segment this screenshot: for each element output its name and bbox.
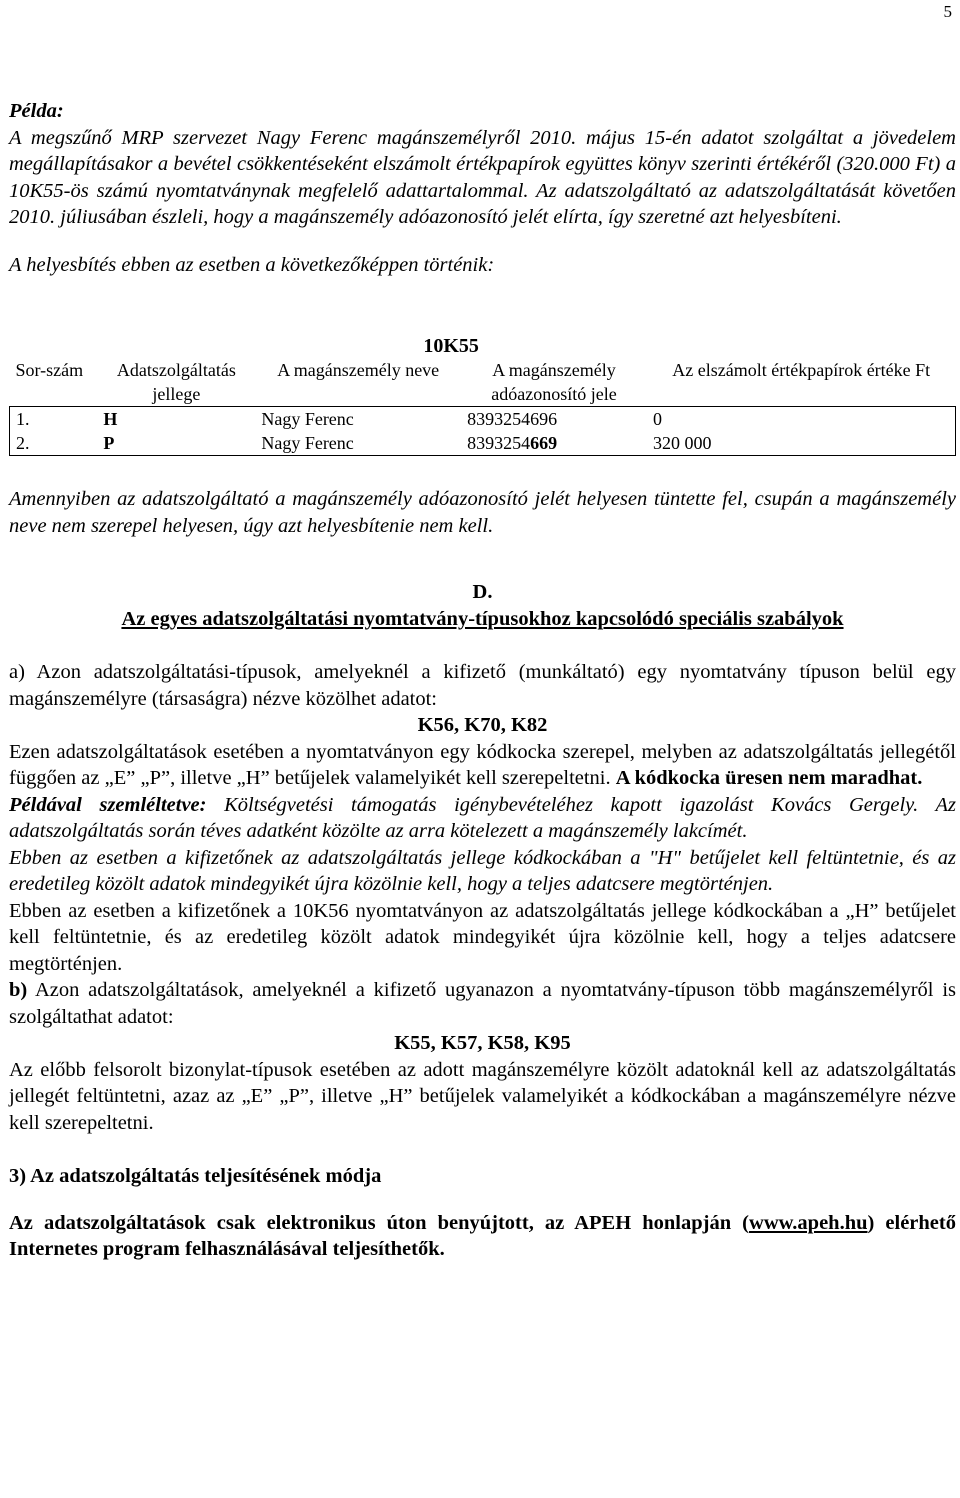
section-letter: D. <box>472 581 493 603</box>
apeh-link[interactable]: www.apeh.hu <box>749 1211 868 1234</box>
part-b-text: b) Azon adatszolgáltatások, amelyeknél a kifizető ugyanazon a nyomtatvány-típuson több magánszemélyről is szolgáltathat adatot: <box>9 979 956 1028</box>
header-tax-id: A magánszemély adóazonosító jele <box>491 360 617 404</box>
example-text: A megszűnő MRP szervezet Nagy Ferenc magánszemélyről 2010. május 15-én adatot szolgáltat a jövedelem megállapításakor a bevétel csökkentéseként elszámolt értékpapírok együttes könyv szerinti értékéről (320.000 Ft) a 10K55-ös számú nyomtatványnak megfelelő adattartalommal. Az adatszolgáltató az adatszolgáltatását követően 2010. júliusában észleli, hogy a magánszemély adóazonosító jelét elírta, így szeretné azt helyesbíteni. <box>9 126 956 228</box>
section-3-text: Az adatszolgáltatások csak elektronikus úton benyújtott, az APEH honlapján (www.apeh.hu) elérhető Internetes program felhasználásával teljesíthetők. <box>9 1211 956 1260</box>
example-title: Példa: <box>9 100 64 122</box>
document-body <box>9 98 956 1263</box>
table-row: 2. P Nagy Ferenc 8393254669 320 000 <box>10 431 956 456</box>
part-b-codes: K55, K57, K58, K95 <box>394 1032 571 1054</box>
part-a-codes: K56, K70, K82 <box>417 714 548 736</box>
part-a-followup: Ebben az esetben a kifizetőnek a 10K56 nyomtatványon az adatszolgáltatás jellege kódkockában a „H” betűjelet kell feltüntetnie, és az eredetileg közölt adatok mindegyikét újra közölnie kell, hogy a teljes adatcsere megtörténjen. <box>9 899 956 975</box>
table-title: 10K55 <box>423 335 479 357</box>
part-a-example: Példával szemléltetve: Költségvetési támogatás igénybevételéhez kapott igazolást Kovács Gergely. Az adatszolgáltatás során téves adatként közölte az arra kötelezett a magánszemély lakcímét. <box>9 793 957 842</box>
part-a-text: a) Azon adatszolgáltatási-típusok, amelyeknél a kifizető (munkáltató) egy nyomtatvány típuson belül egy magánszemélyre (társaságra) nézve közölhet adatot: <box>9 661 956 710</box>
part-a-example-2: Ebben az esetben a kifizetőnek az adatszolgáltatás jellege kódkockában a "H" betűjelet kell feltüntetnie, és az eredetileg közölt adatok mindegyikét újra közölnie kell, hogy a teljes adatcsere megtörténjen. <box>9 846 956 895</box>
header-type: Adatszolgáltatás jellege <box>116 360 236 404</box>
example-intro: A helyesbítés ebben az esetben a következőképpen történik: <box>9 253 495 276</box>
section-3-title: 3) Az adatszolgáltatás teljesítésének módja <box>9 1165 382 1187</box>
page-number: 5 <box>943 2 952 21</box>
header-serial: Sor-szám <box>15 360 84 380</box>
correction-table <box>9 334 956 456</box>
part-b-body: Az előbb felsorolt bizonylat-típusok esetében az adott magánszemélyre közölt adatoknál kell az adatszolgáltatás jellegét feltüntetni, azaz az „E” „P”, illetve „H” betűjelek valamelyikét a kódkockában a magánszemélyre nézve kell szerepeltetni. <box>9 1058 956 1134</box>
note-text: Amennyiben az adatszolgáltató a magánszemély adóazonosító jelét helyesen tüntette fel, csupán a magánszemély neve nem szerepel helyesen, úgy azt helyesbítenie nem kell. <box>9 488 956 537</box>
table-row: 1. H Nagy Ferenc 8393254696 0 <box>10 407 956 432</box>
header-value: Az elszámolt értékpapírok értéke Ft <box>672 360 931 380</box>
header-name: A magánszemély neve <box>277 360 440 380</box>
part-a-body: Ezen adatszolgáltatások esetében a nyomtatványon egy kódkocka szerepel, melyben az adatszolgáltatás jellegétől függően az „E” „P”, illetve „H” betűjelek valamelyikét kell szerepeltetni. A kódkocka üresen nem maradhat. <box>9 740 956 789</box>
section-title: Az egyes adatszolgáltatási nyomtatvány-típusokhoz kapcsolódó speciális szabályok <box>121 607 844 630</box>
